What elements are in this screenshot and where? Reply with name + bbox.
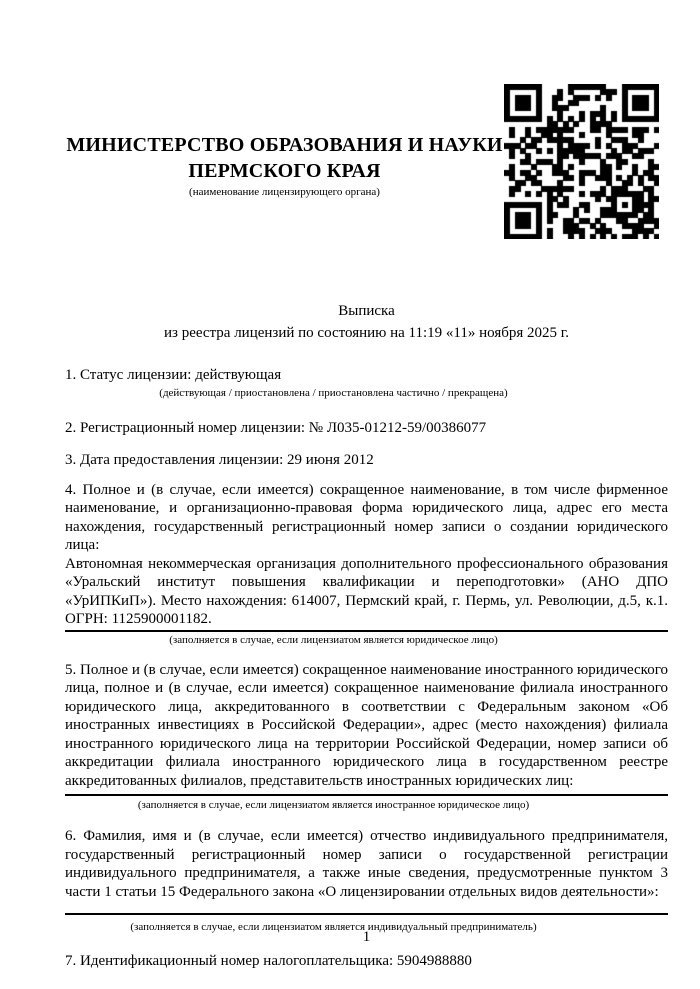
licensing-authority-name-line1: МИНИСТЕРСТВО ОБРАЗОВАНИЯ И НАУКИ <box>66 134 503 156</box>
field-legal-entity-caption: (заполняется в случае, если лицензиатом является юридическое лицо) <box>169 633 498 646</box>
field-foreign-entity-label: 5. Полное и (в случае, если имеется) сокращенное наименование иностранного юридического лица, полное и (в случае, если имеется) сокращенное наименование филиала иностранного юридического лица, аккредитованного в соответствии с Федеральным законом «Об иностранных инвестициях в Российской Федерации», адрес (место нахождения) филиала иностранного юридического лица на территории Российской Федерации, номер записи об аккредитации филиала иностранного юридического лица в государственном реестре аккредитованных филиалов, представительств иностранных юридических лиц: <box>65 661 668 789</box>
field-foreign-entity-caption: (заполняется в случае, если лицензиатом является иностранное юридическое лицо) <box>137 799 530 811</box>
qr-code-icon <box>504 84 659 239</box>
document-title <box>65 300 668 344</box>
field-entrepreneur-block <box>65 827 668 915</box>
field-legal-entity-label: 4. Полное и (в случае, если имеется) сокращенное наименование, в том числе фирменное наименование, и организационно-правовая форма юридического лица, адрес его места нахождения, государственный регистрационный номер записи о создании юридического лица: <box>65 481 668 553</box>
document-header <box>65 84 668 239</box>
field-entrepreneur-label: 6. Фамилия, имя и (в случае, если имеется) отчество индивидуального предпринимателя, государственный регистрационный номер записи о государственной регистрации индивидуального предпринимателя, а также иные сведения, предусмотренные пунктом 3 части 1 статьи 15 Федерального закона «О лицензировании отдельных видов деятельности»: <box>65 828 668 900</box>
field-taxpayer-number: 7. Идентификационный номер налогоплательщика: 5904988880 <box>65 953 472 969</box>
document-title-line1: Выписка <box>338 303 395 319</box>
page-number: 1 <box>362 929 371 945</box>
licensing-authority-block <box>65 84 504 199</box>
document-title-line2: из реестра лицензий по состоянию на 11:19 «11» ноября 2025 г. <box>164 325 569 341</box>
field-entrepreneur-caption: (заполняется в случае, если лицензиатом является индивидуальный предприниматель) <box>130 921 537 933</box>
licensing-authority-caption: (наименование лицензирующего органа) <box>189 186 380 198</box>
field-legal-entity-value: Автономная некоммерческая организация дополнительного профессионального образования «Уральский институт повышения квалификации и переподготовки» (АНО ДПО «УрИПКиП»). Место нахождения: 614007, Пермский край, г. Пермь, ул. Революции, д.5, к.1. ОГРН: 1125900001182. <box>65 555 668 627</box>
licensing-authority-name-line2: ПЕРМСКОГО КРАЯ <box>188 160 381 182</box>
field-license-status-caption: (действующая / приостановлена / приостановлена частично / прекращена) <box>159 386 508 399</box>
field-registration-number: 2. Регистрационный номер лицензии: № Л035-01212-59/00386077 <box>65 419 487 436</box>
field-foreign-entity-block <box>65 661 668 797</box>
field-license-status: 1. Статус лицензии: действующая <box>65 367 282 383</box>
field-legal-entity-block <box>65 481 668 632</box>
licensing-authority-name <box>65 132 504 184</box>
qr-code-canvas <box>504 84 659 239</box>
field-grant-date: 3. Дата предоставления лицензии: 29 июня 2012 <box>65 452 374 468</box>
